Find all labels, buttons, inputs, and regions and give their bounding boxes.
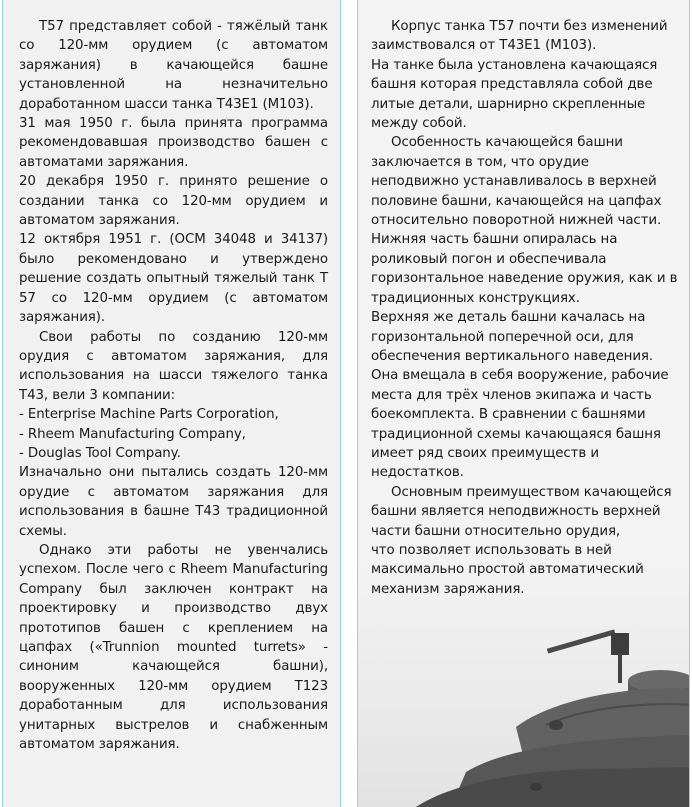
paragraph: Однако эти работы не увенчались успехом. После чего с Rheem Manufacturing Company был заключен контракт на проектировку и производство двух прототипов башен с креплением на цапфах («Trunnion mounted turrets» - синоним качающейся башни), вооруженных 120-мм орудием Т123 доработанным для использования унитарных выстрелов и снабженным автоматом заряжания.	[19, 542, 328, 753]
right-column	[357, 0, 690, 807]
left-column	[2, 0, 341, 807]
paragraph: что позволяет использовать в ней максимально простой автоматический механизм заряжания.	[371, 542, 644, 597]
tank-photo-icon	[357, 607, 689, 807]
paragraph: Основным преимуществом качающейся башни является неподвижность верхней части башни относительно орудия,	[371, 484, 672, 539]
paragraph: Верхняя же деталь башни качалась на горизонтальной поперечной оси, для обеспечения вертикального наведения.	[371, 310, 654, 364]
list-item: - Douglas Tool Company.	[19, 445, 181, 461]
paragraph: Т57 представляет собой - тяжёлый танк со 120-мм орудием (с автоматом заряжания) в качающейся башне установленной на незначительно доработанном шасси танка Т43Е1 (М103).	[19, 19, 328, 112]
column-gap	[342, 0, 356, 807]
paragraph: 20 декабря 1950 г. принято решение о создании танка со 120-мм орудием и автоматом заряжания.	[19, 174, 328, 229]
paragraph: На танке была установлена качающаяся башня которая представляла собой две литые детали, шарнирно скрепленные между собой.	[371, 57, 658, 132]
paragraph: Особенность качающейся башни заключается в том, что орудие неподвижно устанавливалось в верхней половине башни, качающейся на цапфах относительно поворотной нижней части.	[371, 135, 662, 229]
list-item: - Rheem Manufacturing Company,	[19, 426, 246, 442]
paragraph: Нижняя часть башни опиралась на роликовый погон и обеспечивала горизонтальное наведение оружия, как и в традиционных конструкциях.	[371, 232, 678, 306]
paragraph: 31 мая 1950 г. была принята программа рекомендовавшая производство башен с автоматами заряжания.	[19, 116, 328, 170]
paragraph: Свои работы по созданию 120-мм орудия с автоматом заряжания, для использования на шасси тяжелого танка Т43, вели 3 компании:	[19, 329, 328, 403]
paragraph: Изначально они пытались создать 120-мм орудие с автоматом заряжания для использования в башне Т43 традиционной схемы.	[19, 465, 328, 539]
list-item: - Enterprise Machine Parts Corporation,	[19, 407, 279, 423]
paragraph: Она вмещала в себя вооружение, рабочие места для трёх членов экипажа и часть боекомплекта. В сравнении с башнями традиционной схемы качающаяся башня имеет ряд своих преимуществ и недостатков.	[371, 368, 669, 481]
paragraph: Корпус танка Т57 почти без изменений заимствовался от Т43Е1 (М103).	[371, 19, 668, 54]
paragraph: 12 октября 1951 г. (OCM 34048 и 34137) было рекомендовано и утверждено решение создать опытный тяжелый танк Т 57 со 120-мм орудием (с автоматом заряжания).	[19, 232, 328, 326]
